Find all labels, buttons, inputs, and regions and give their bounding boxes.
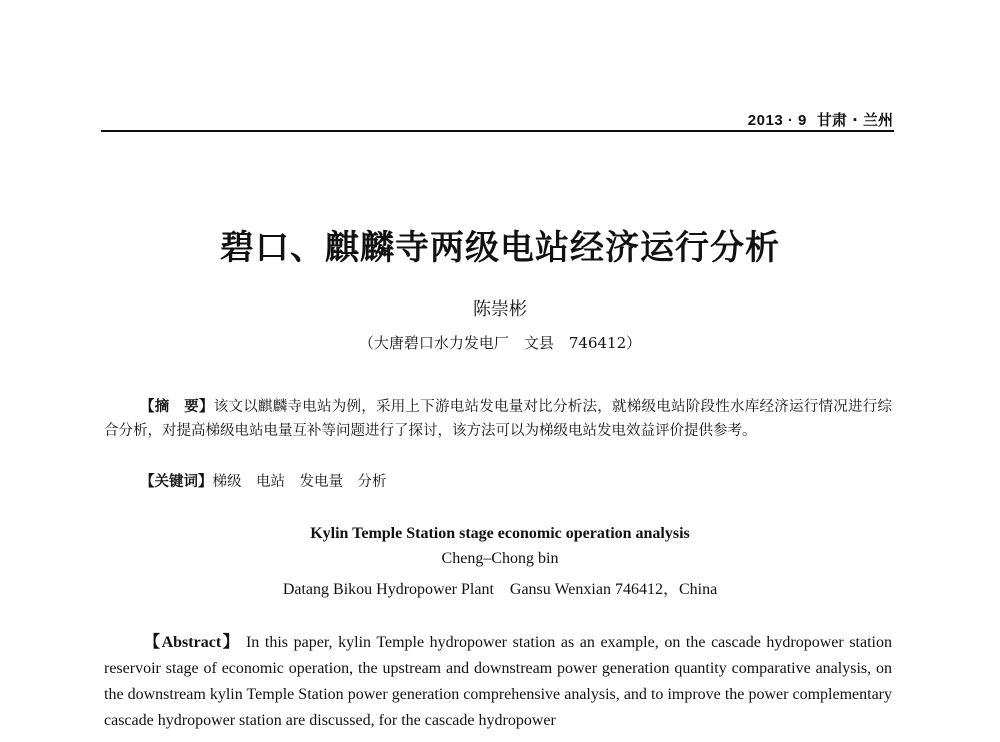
english-author: Cheng–Chong bin: [441, 550, 559, 567]
english-abstract-tag: 【Abstract】: [144, 634, 241, 651]
author-name: 陈崇彬: [473, 299, 527, 320]
header-rule: [101, 130, 894, 132]
author-affiliation: （大唐碧口水力发电厂 文县 746412）: [358, 334, 642, 352]
english-affiliation: Datang Bikou Hydropower Plant Gansu Wenxian 746412，China: [282, 581, 718, 598]
abstract-text: 该文以麒麟寺电站为例，采用上下游电站发电量对比分析法，就梯级电站阶段性水库经济运行情况进行综合分析，对提高梯级电站电量互补等问题进行了探讨，该方法可以为梯级电站发电效益评价提供参考。: [104, 399, 892, 439]
keywords-text: 梯级 电站 发电量 分析: [212, 474, 387, 490]
chinese-keywords: [140, 470, 890, 494]
keywords-tag: 【关键词】: [140, 474, 213, 490]
english-abstract: [104, 630, 892, 734]
place-label: 甘肃 · 兰州: [816, 111, 893, 129]
running-header: [101, 109, 893, 130]
english-abstract-text: In this paper, kylin Temple hydropower station as an example, on the cascade hydropower station reservoir stage of economic operation, the upstream and downstream power generation quantity comparative analysis, on the downstream kylin Temple Station power generation comprehensive analysis, and to improve the power complementary cascade hydropower station are discussed, for the cascade hydropower: [104, 634, 892, 729]
paper-title: 碧口、麒麟寺两级电站经济运行分析: [220, 228, 780, 268]
abstract-tag: 【摘 要】: [140, 399, 214, 415]
chinese-abstract: [104, 395, 892, 443]
issue-label: 2013 · 9: [747, 112, 807, 129]
english-title: Kylin Temple Station stage economic operation analysis: [310, 525, 690, 542]
